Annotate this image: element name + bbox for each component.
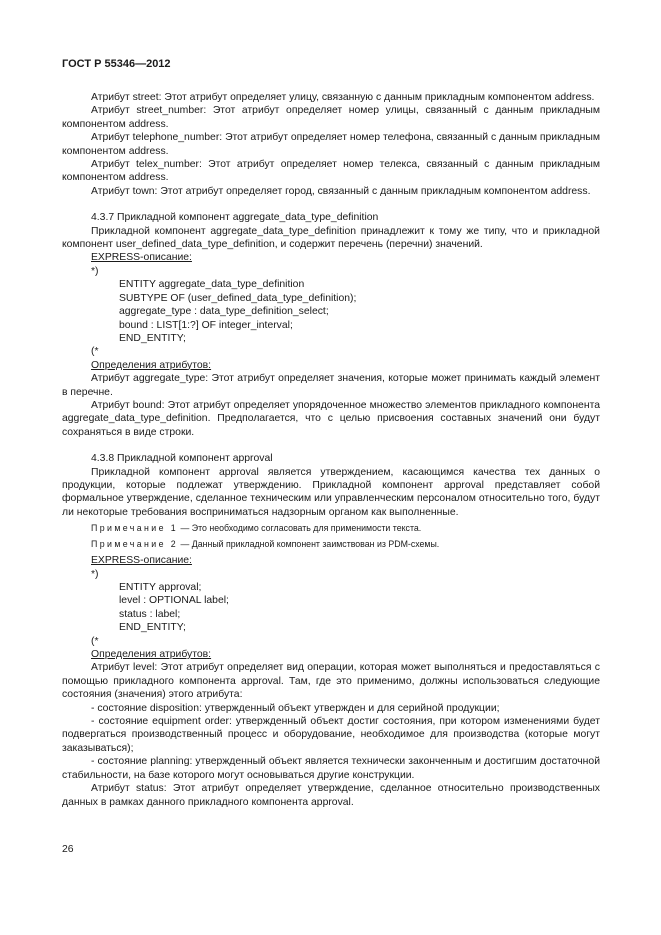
attr-telephone-number: Атрибут telephone_number: Этот атрибут определяет номер телефона, связанный с данным прикладным компонентом address. <box>62 132 600 157</box>
state-planning: - состояние planning: утвержденный объект является технически законченным и достигшим достаточной стабильности, на базе которого могут основываться другие конструкции. <box>62 756 600 781</box>
express-label: EXPRESS-описание: <box>91 252 192 264</box>
code-line: ENTITY aggregate_data_type_definition <box>119 279 305 291</box>
attr-status: Атрибут status: Этот атрибут определяет утверждение, сделанное относительно производственных данных в рамках данного прикладного компонента approval. <box>62 783 600 808</box>
code-line: END_ENTITY; <box>119 622 186 634</box>
attr-street-number: Атрибут street_number: Этот атрибут определяет номер улицы, связанный с данным прикладным компонентом address. <box>62 105 600 130</box>
note-1 <box>62 522 600 534</box>
comment-close: (* <box>91 346 99 358</box>
attr-telex-number: Атрибут telex_number: Этот атрибут определяет номер телекса, связанный с данным прикладным компонентом address. <box>62 159 600 184</box>
section-4-3-8-intro: Прикладной компонент approval является утверждением, касающимся качества тех данных о продукции, которые подлежат утверждению. Прикладной компонент approval представляет собой формальное утверждение, сделанное техническим или управленческим персоналом относительно того, будут ли некоторые требования восприниматься надзорным органом как выполненные. <box>62 466 600 518</box>
code-line: SUBTYPE OF (user_defined_data_type_definition); <box>119 292 357 304</box>
code-line: END_ENTITY; <box>119 332 186 344</box>
attr-town: Атрибут town: Этот атрибут определяет город, связанный с данным прикладным компонентом address. <box>91 185 591 197</box>
express-label: EXPRESS-описание: <box>91 555 192 567</box>
state-disposition: - состояние disposition: утвержденный объект утвержден и для серийной продукции; <box>91 702 500 714</box>
attr-aggregate-type: Атрибут aggregate_type: Этот атрибут определяет значения, которые может принимать каждый элемент в перечне. <box>62 373 600 398</box>
attr-bound: Атрибут bound: Этот атрибут определяет упорядоченное множество элементов прикладного компонента aggregate_data_type_definition. Предполагается, что с целью присвоения составных значений они будут сохраняться в виде строки. <box>62 399 600 438</box>
note-label: Примечание 1 <box>91 523 179 534</box>
note-2 <box>62 538 600 550</box>
note-text: — Данный прикладной компонент заимствован из PDM-схемы. <box>178 539 440 550</box>
note-label: Примечание 2 <box>91 539 179 550</box>
code-line: status : label; <box>119 608 181 620</box>
standard-header: ГОСТ Р 55346—2012 <box>62 58 171 70</box>
section-4-3-7-title: 4.3.7 Прикладной компонент aggregate_data_type_definition <box>91 212 379 224</box>
defs-label: Определения атрибутов: <box>91 649 212 661</box>
code-line: bound : LIST[1:?] OF integer_interval; <box>119 319 293 331</box>
comment-open: *) <box>91 265 99 277</box>
note-text: — Это необходимо согласовать для применимости текста. <box>178 523 422 534</box>
code-line: ENTITY approval; <box>119 582 202 593</box>
comment-close: (* <box>91 635 99 647</box>
section-4-3-8-title: 4.3.8 Прикладной компонент approval <box>91 453 273 465</box>
section-4-3-7-intro: Прикладной компонент aggregate_data_type_definition принадлежит к тому же типу, что и прикладной компонент user_defined_data_type_definition, и содержит перечень (перечни) значений. <box>62 225 600 251</box>
code-line: level : OPTIONAL label; <box>119 595 229 607</box>
comment-open: *) <box>91 568 99 580</box>
attr-street: Атрибут street: Этот атрибут определяет улицу, связанную с данным прикладным компонентом address. <box>91 92 595 103</box>
state-equipment-order: - состояние equipment order: утвержденный объект достиг состояния, при котором изменениями будет подвергаться производственный процесс и оборудование, необходимое для производства (которые могут заказываться); <box>62 716 600 754</box>
defs-label: Определения атрибутов: <box>91 359 212 371</box>
document-page <box>62 58 600 809</box>
code-line: aggregate_type : data_type_definition_select; <box>119 306 329 318</box>
attr-level: Атрибут level: Этот атрибут определяет вид операции, которая может выполняться и предоставляться с помощью прикладного компонента approval. Там, где это применимо, должны использоваться следующие состояния (значения) этого атрибута: <box>62 662 600 701</box>
page-number: 26 <box>62 844 74 855</box>
